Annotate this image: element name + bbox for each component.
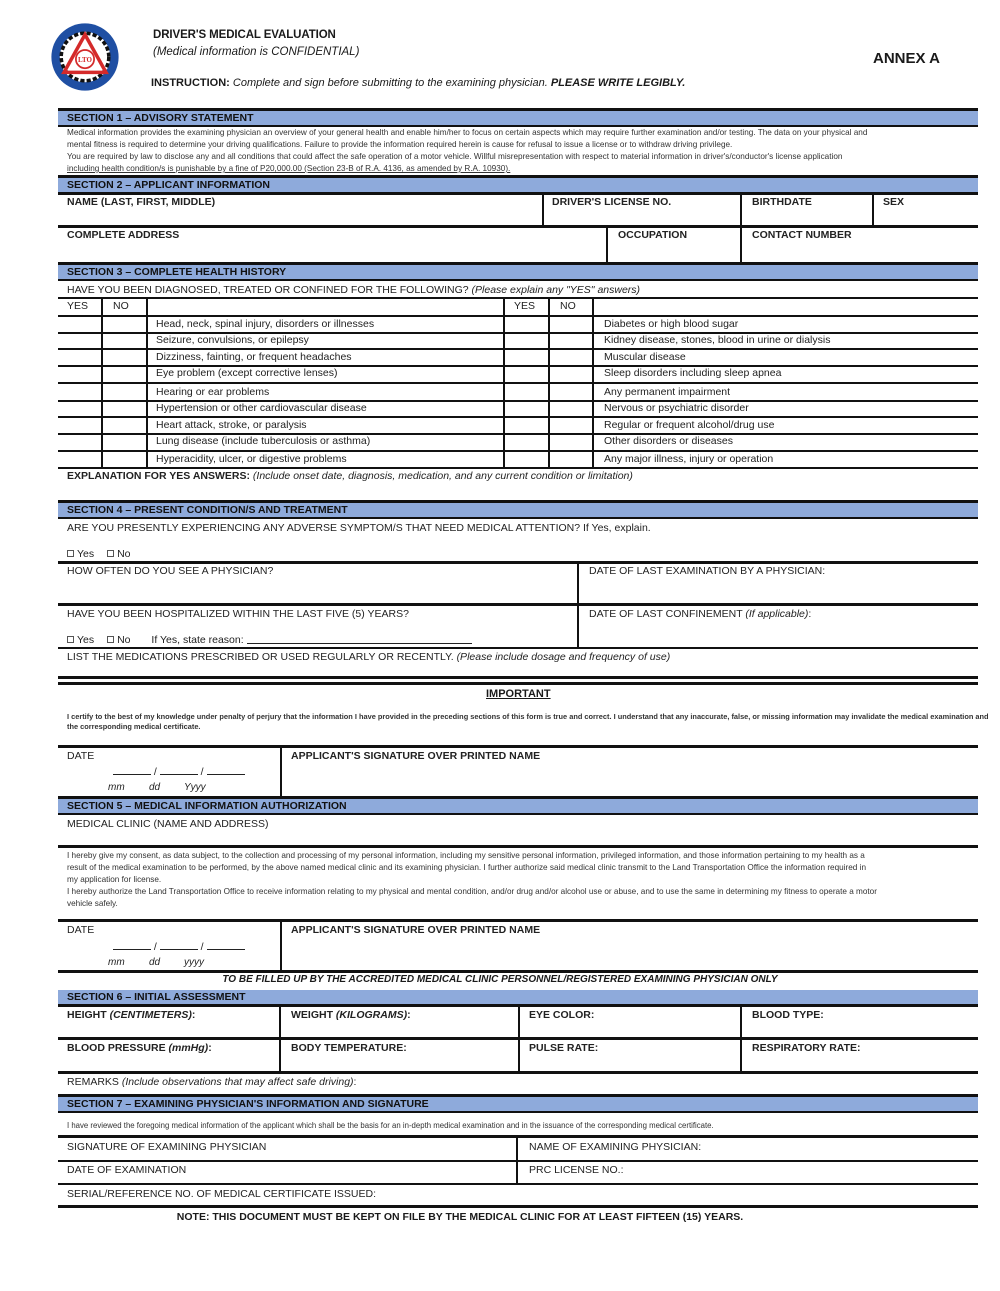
date-label: DATE bbox=[67, 924, 95, 936]
rule bbox=[58, 970, 978, 973]
medical-clinic-label: MEDICAL CLINIC (NAME AND ADDRESS) bbox=[67, 818, 269, 830]
license-no-label: DRIVER'S LICENSE NO. bbox=[552, 196, 672, 208]
health-item: Regular or frequent alcohol/drug use bbox=[604, 419, 775, 431]
rule bbox=[58, 919, 978, 922]
how-often-field[interactable] bbox=[58, 578, 576, 602]
name-label: NAME (LAST, FIRST, MIDDLE) bbox=[67, 196, 216, 208]
health-item: Hyperacidity, ulcer, or digestive problems bbox=[156, 453, 347, 465]
rule bbox=[58, 517, 978, 519]
rule bbox=[58, 647, 978, 649]
health-item: Head, neck, spinal injury, disorders or illnesses bbox=[156, 318, 375, 330]
health-item: Seizure, convulsions, or epilepsy bbox=[156, 334, 309, 346]
checkbox[interactable] bbox=[107, 550, 114, 557]
sex-label: SEX bbox=[883, 196, 905, 208]
body-temperature-label: BODY TEMPERATURE: bbox=[291, 1042, 407, 1054]
retention-note: NOTE: THIS DOCUMENT MUST BE KEPT ON FILE BY THE MEDICAL CLINIC FOR AT LEAST FIFTEEN (15) YEARS. bbox=[176, 1211, 744, 1223]
authorization-signature-field[interactable] bbox=[283, 938, 978, 970]
hospitalized-question: HAVE YOU BEEN HOSPITALIZED WITHIN THE LAST FIVE (5) YEARS? bbox=[67, 608, 409, 620]
consent-text: result of the medical examination to be performed, by the above named medical clinic and its examining physician. I further authorize said medical clinic transmit to the Land Transportation Office the information required in bbox=[67, 863, 866, 872]
important-heading: IMPORTANT bbox=[486, 688, 551, 700]
certification-date-field[interactable]: / / bbox=[113, 765, 245, 778]
weight-field[interactable] bbox=[282, 1022, 518, 1037]
consent-text: vehicle safely. bbox=[67, 899, 118, 908]
state-reason-field[interactable] bbox=[247, 634, 472, 644]
pulse-rate-label: PULSE RATE: bbox=[529, 1042, 599, 1054]
health-item: Diabetes or high blood sugar bbox=[604, 318, 739, 330]
last-exam-field[interactable] bbox=[580, 578, 978, 602]
date-cap-mm: mm bbox=[108, 782, 125, 793]
physician-name-label: NAME OF EXAMINING PHYSICIAN: bbox=[529, 1141, 702, 1153]
consent-text: I hereby give my consent, as data subject, to the collection and processing of my personal information, including my sensitive personal information, privileged information, and those information pertaining to my health as a bbox=[67, 851, 865, 860]
explanation-label: EXPLANATION FOR YES ANSWERS: (Include onset date, diagnosis, medication, and any current condition or limitation) bbox=[67, 470, 633, 482]
last-confinement-field[interactable] bbox=[580, 622, 978, 646]
advisory-line: including health condition/s is punishable by a fine of P20,000.00 (Section 23-B of R.A. 4136, as amended by R.A. 10930). bbox=[67, 164, 511, 173]
serial-reference-label: SERIAL/REFERENCE NO. OF MEDICAL CERTIFICATE ISSUED: bbox=[67, 1188, 377, 1200]
prc-license-field[interactable] bbox=[630, 1162, 978, 1182]
rule bbox=[58, 1037, 978, 1040]
yes-cells-left[interactable] bbox=[58, 317, 101, 467]
col-yes-left: YES bbox=[67, 300, 89, 312]
rule bbox=[58, 279, 978, 281]
date-of-examination-field[interactable] bbox=[210, 1162, 514, 1182]
rule bbox=[58, 676, 978, 679]
health-item: Lung disease (include tuberculosis or asthma) bbox=[156, 435, 371, 447]
date-of-examination-label: DATE OF EXAMINATION bbox=[67, 1164, 187, 1176]
col-yes-right: YES bbox=[514, 300, 536, 312]
eye-color-label: EYE COLOR: bbox=[529, 1009, 595, 1021]
annex-label: ANNEX A bbox=[873, 50, 940, 67]
health-item: Any permanent impairment bbox=[604, 386, 731, 398]
blood-pressure-field[interactable] bbox=[58, 1055, 279, 1070]
clinic-only-note: TO BE FILLED UP BY THE ACCREDITED MEDICAL CLINIC PERSONNEL/REGISTERED EXAMINING PHYSICIAN ONLY bbox=[222, 974, 778, 985]
physician-signature-label: SIGNATURE OF EXAMINING PHYSICIAN bbox=[67, 1141, 267, 1153]
date-cap-dd: dd bbox=[149, 957, 161, 968]
symptoms-no-option[interactable]: No bbox=[107, 548, 130, 560]
medications-question: LIST THE MEDICATIONS PRESCRIBED OR USED REGULARLY OR RECENTLY. (Please include dosage and frequency of use) bbox=[67, 651, 671, 663]
signature-label: APPLICANT'S SIGNATURE OVER PRINTED NAME bbox=[291, 924, 541, 936]
authorization-date-field[interactable]: / / bbox=[113, 940, 245, 953]
respiratory-rate-field[interactable] bbox=[743, 1055, 978, 1070]
pulse-rate-field[interactable] bbox=[521, 1055, 740, 1070]
symptoms-question: ARE YOU PRESENTLY EXPERIENCING ANY ADVERSE SYMPTOM/S THAT NEED MEDICAL ATTENTION? If Yes, explain. bbox=[67, 522, 651, 534]
section-6-title: SECTION 6 – INITIAL ASSESSMENT bbox=[67, 991, 246, 1003]
remarks-field[interactable] bbox=[350, 1074, 978, 1090]
advisory-line: Medical information provides the examining physician an overview of your general health and enable him/her to focus on certain aspects which may require further examination and/or testing. The data on your physical and bbox=[67, 128, 868, 137]
blood-pressure-label: BLOOD PRESSURE (mmHg): bbox=[67, 1042, 212, 1054]
date-cap-dd: dd bbox=[149, 782, 161, 793]
physician-statement: I have reviewed the foregoing medical information of the applicant which shall be the basis for an in-depth medical examination and in the issuance of the corresponding medical certificate. bbox=[67, 1121, 714, 1130]
section-5-title: SECTION 5 – MEDICAL INFORMATION AUTHORIZATION bbox=[67, 800, 347, 812]
symptoms-options bbox=[67, 548, 141, 560]
eye-color-field[interactable] bbox=[521, 1022, 740, 1037]
rule bbox=[58, 745, 978, 748]
col-no-left: NO bbox=[113, 300, 129, 312]
last-confinement-label: DATE OF LAST CONFINEMENT (If applicable): bbox=[589, 608, 812, 620]
section-3-title: SECTION 3 – COMPLETE HEALTH HISTORY bbox=[67, 266, 287, 278]
date-label: DATE bbox=[67, 750, 95, 762]
health-item: Kidney disease, stones, blood in urine or dialysis bbox=[604, 334, 831, 346]
rule bbox=[58, 845, 978, 848]
advisory-line: mental fitness is required to determine your driving qualifications. Failure to provide the information required herein is cause for refusal to issue a license or to withdraw driving privilege. bbox=[67, 140, 733, 149]
explanation-field[interactable] bbox=[58, 484, 978, 500]
rule bbox=[58, 467, 978, 469]
svg-text:LTO: LTO bbox=[77, 55, 93, 64]
health-item: Hypertension or other cardiovascular disease bbox=[156, 402, 367, 414]
rule bbox=[58, 1111, 978, 1113]
health-item: Heart attack, stroke, or paralysis bbox=[156, 419, 307, 431]
section-2-title: SECTION 2 – APPLICANT INFORMATION bbox=[67, 179, 271, 191]
section-1-title: SECTION 1 – ADVISORY STATEMENT bbox=[67, 112, 254, 124]
serial-reference-field[interactable] bbox=[390, 1185, 978, 1205]
certification-text: the corresponding medical certificate. bbox=[67, 722, 201, 731]
health-item: Dizziness, fainting, or frequent headaches bbox=[156, 351, 352, 363]
contact-number-label: CONTACT NUMBER bbox=[752, 229, 852, 241]
date-cap-yyyy: Yyyy bbox=[184, 782, 206, 793]
lto-logo-icon bbox=[50, 22, 120, 92]
yes-cells-right[interactable] bbox=[505, 317, 548, 467]
divider bbox=[280, 921, 282, 971]
signature-label: APPLICANT'S SIGNATURE OVER PRINTED NAME bbox=[291, 750, 541, 762]
respiratory-rate-label: RESPIRATORY RATE: bbox=[752, 1042, 861, 1054]
col-no-right: NO bbox=[560, 300, 576, 312]
health-item: Sleep disorders including sleep apnea bbox=[604, 367, 782, 379]
consent-text: I hereby authorize the Land Transportation Office to receive information relating to my physical and mental condition, and/or drug and/or alcohol use or abuse, and to use the same in determining my fitness to operate a motor bbox=[67, 887, 877, 896]
last-exam-label: DATE OF LAST EXAMINATION BY A PHYSICIAN: bbox=[589, 565, 826, 577]
symptoms-yes-option[interactable]: Yes bbox=[67, 548, 94, 560]
physician-signature-field[interactable] bbox=[280, 1138, 514, 1158]
checkbox[interactable] bbox=[67, 636, 74, 643]
rule bbox=[58, 813, 978, 815]
divider bbox=[280, 747, 282, 797]
date-cap-yyyy: yyyy bbox=[184, 957, 204, 968]
weight-label: WEIGHT (KILOGRAMS): bbox=[291, 1009, 411, 1021]
section-7-title: SECTION 7 – EXAMINING PHYSICIAN'S INFORMATION AND SIGNATURE bbox=[67, 1098, 429, 1110]
rule bbox=[58, 603, 978, 606]
how-often-label: HOW OFTEN DO YOU SEE A PHYSICIAN? bbox=[67, 565, 274, 577]
hospitalized-no-option[interactable]: No bbox=[107, 634, 130, 646]
physician-name-field[interactable] bbox=[720, 1138, 978, 1158]
hospitalized-options bbox=[67, 634, 472, 646]
advisory-line: You are required by law to disclose any and all conditions that could affect the safe operation of a motor vehicle. Willful misrepresentation with respect to material information in driver's/conductor's license application bbox=[67, 152, 843, 161]
remarks-label: REMARKS (Include observations that may affect safe driving): bbox=[67, 1076, 357, 1088]
health-item: Hearing or ear problems bbox=[156, 386, 270, 398]
no-cells-left[interactable] bbox=[103, 317, 146, 467]
instruction: INSTRUCTION: Complete and sign before submitting to the examining physician. PLEASE WRITE LEGIBLY. bbox=[151, 77, 686, 89]
consent-text: my application for license. bbox=[67, 875, 162, 884]
certification-text: I certify to the best of my knowledge under penalty of perjury that the information I have provided in the preceding sections of this form is true and correct. I understand that any inaccurate, false, or missing information may invalidate the medical examination and bbox=[67, 712, 989, 721]
applicant-signature-field[interactable] bbox=[283, 764, 978, 796]
occupation-label: OCCUPATION bbox=[618, 229, 688, 241]
prc-license-label: PRC LICENSE NO.: bbox=[529, 1164, 624, 1176]
date-cap-mm: mm bbox=[108, 957, 125, 968]
health-item: Eye problem (except corrective lenses) bbox=[156, 367, 338, 379]
form-title: DRIVER'S MEDICAL EVALUATION bbox=[153, 29, 336, 41]
health-item: Muscular disease bbox=[604, 351, 686, 363]
height-label: HEIGHT (CENTIMETERS): bbox=[67, 1009, 196, 1021]
no-cells-right[interactable] bbox=[550, 317, 592, 467]
health-item: Any major illness, injury or operation bbox=[604, 453, 774, 465]
rule bbox=[58, 297, 978, 299]
form-subtitle: (Medical information is CONFIDENTIAL) bbox=[153, 46, 360, 58]
medical-clinic-field[interactable] bbox=[58, 831, 978, 845]
section-4-title: SECTION 4 – PRESENT CONDITION/S AND TREATMENT bbox=[67, 504, 348, 516]
blood-type-label: BLOOD TYPE: bbox=[752, 1009, 824, 1021]
health-item: Other disorders or diseases bbox=[604, 435, 733, 447]
rule bbox=[58, 682, 978, 685]
checkbox[interactable] bbox=[67, 550, 74, 557]
rule bbox=[58, 1205, 978, 1208]
blood-type-field[interactable] bbox=[743, 1022, 978, 1037]
rule bbox=[58, 561, 978, 564]
height-field[interactable] bbox=[58, 1022, 279, 1037]
checkbox[interactable] bbox=[107, 636, 114, 643]
birthdate-label: BIRTHDATE bbox=[752, 196, 812, 208]
address-label: COMPLETE ADDRESS bbox=[67, 229, 180, 241]
health-history-question: HAVE YOU BEEN DIAGNOSED, TREATED OR CONFINED FOR THE FOLLOWING? (Please explain any "YES" answers) bbox=[67, 284, 641, 296]
hospitalized-yes-option[interactable]: Yes bbox=[67, 634, 94, 646]
body-temperature-field[interactable] bbox=[282, 1055, 518, 1070]
health-item: Nervous or psychiatric disorder bbox=[604, 402, 749, 414]
state-reason-label: If Yes, state reason: bbox=[151, 634, 244, 646]
